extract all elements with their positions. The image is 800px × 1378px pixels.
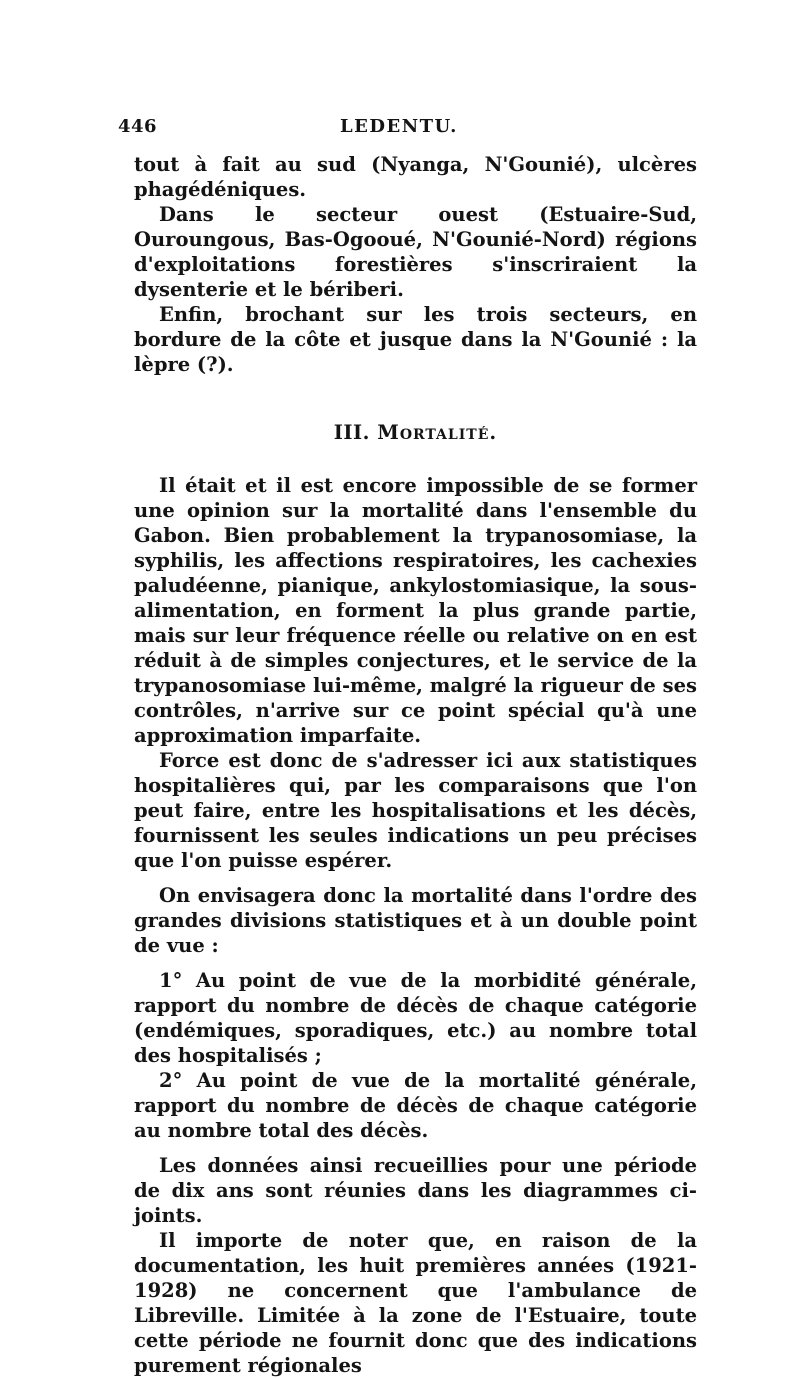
list-item: 2° Au point de vue de la mortalité générale, rapport du nombre de décès de chaque catégorie au nombre total des décès. xyxy=(134,1069,697,1142)
paragraph: Les données ainsi recueillies pour une période de dix ans sont réunies dans les diagrammes ci-joints. xyxy=(134,1154,697,1227)
section-heading xyxy=(134,420,697,445)
paragraph: Dans le secteur ouest (Estuaire-Sud, Ouroungous, Bas-Ogooué, N'Gounié-Nord) régions d'exploitations forestières s'inscriraient la dysenterie et le bériberi. xyxy=(134,203,697,301)
page-number: 446 xyxy=(118,116,158,137)
paragraph: Force est donc de s'adresser ici aux statistiques hospitalières qui, par les comparaisons que l'on peut faire, entre les hospitalisations et les décès, fournissent les seules indications un peu précises que l'on puisse espérer. xyxy=(134,749,697,872)
paragraph: Il était et il est encore impossible de se former une opinion sur la mortalité dans l'ensemble du Gabon. Bien probablement la trypanosomiase, la syphilis, les affections respiratoires, les cachexies paludéenne, pianique, ankylostomiasique, la sous-alimentation, en forment la plus grande partie, mais sur leur fréquence réelle ou relative on en est réduit à de simples conjectures, et le service de la trypanosomiase lui-même, malgré la rigueur de ses contrôles, n'arrive sur ce point spécial qu'à une approximation imparfaite. xyxy=(134,474,697,747)
section-title: Mortalité. xyxy=(377,421,498,444)
list-item: 1° Au point de vue de la morbidité générale, rapport du nombre de décès de chaque catégorie (endémiques, sporadiques, etc.) au nombre total des hospitalisés ; xyxy=(134,969,697,1067)
paragraph: tout à fait au sud (Nyanga, N'Gounié), ulcères phagédéniques. xyxy=(134,153,697,201)
body-text xyxy=(134,152,697,1378)
paragraph: Enfin, brochant sur les trois secteurs, en bordure de la côte et jusque dans la N'Gounié : la lèpre (?). xyxy=(134,303,697,376)
running-title: LEDENTU. xyxy=(340,116,458,137)
page-header xyxy=(118,116,698,146)
paragraph: Il importe de noter que, en raison de la documentation, les huit premières années (1921-1928) ne concernent que l'ambulance de Libreville. Limitée à la zone de l'Estuaire, toute cette période ne fournit donc que des indications purement régionales xyxy=(134,1229,697,1377)
section-number: III. xyxy=(333,421,370,444)
paragraph: On envisagera donc la mortalité dans l'ordre des grandes divisions statistiques et à un double point de vue : xyxy=(134,884,697,957)
